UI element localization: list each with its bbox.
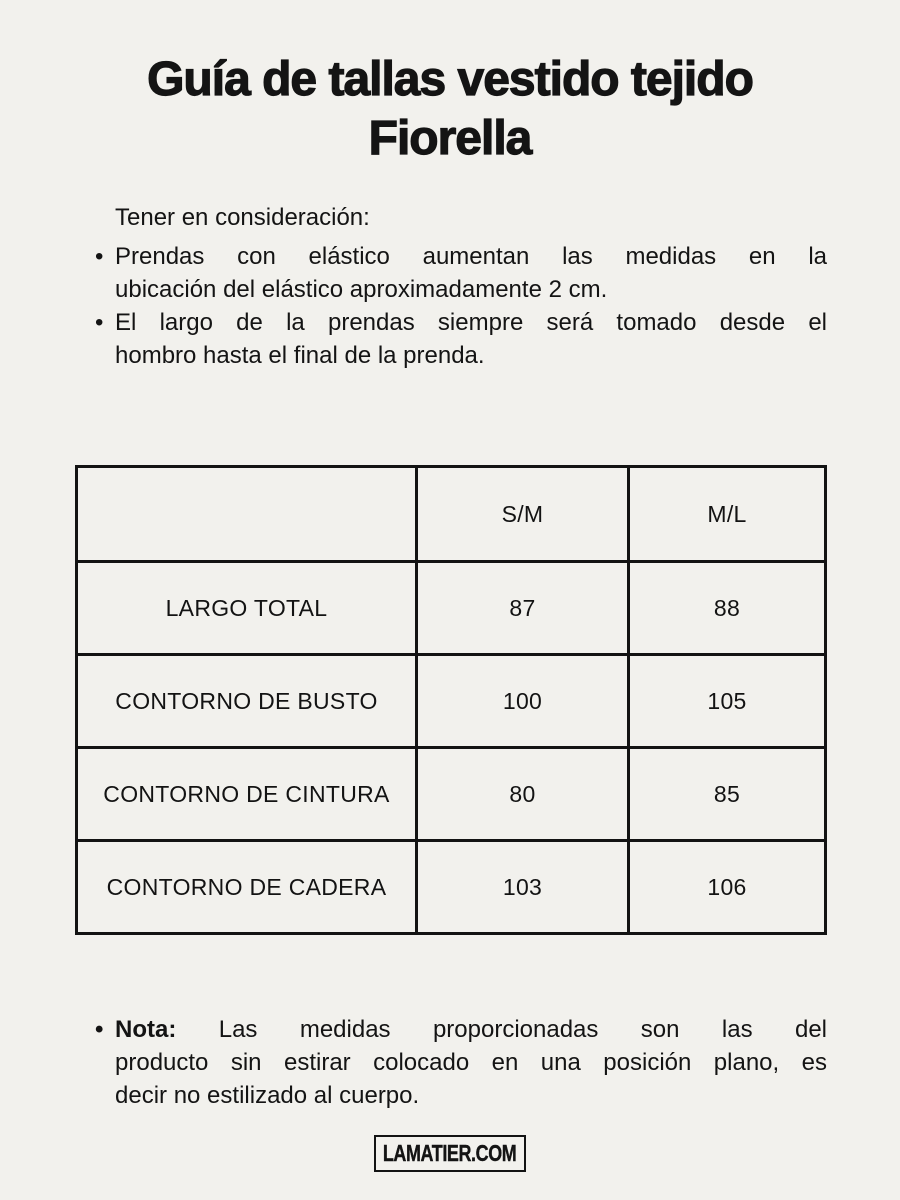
list-item [94,306,827,372]
note-label: Nota: [115,1016,177,1043]
list-item-line: • El largo de la prendas siempre será tomado desde el [115,309,827,336]
size-table [75,465,827,935]
note-section [94,1013,827,1112]
note-line: producto sin estirar colocado en una posición plano, es [115,1049,827,1076]
cell-value: 85 [629,748,826,841]
page-title-line-1: Guía de tallas vestido tejido [147,53,753,106]
brand-text: LAMATIER.COM [383,1140,517,1166]
cell-value: 105 [629,655,826,748]
header-cell-empty [77,467,417,562]
cell-value: 87 [417,562,629,655]
row-label: CONTORNO DE CADERA [77,841,417,934]
cell-value: 103 [417,841,629,934]
list-item-line: ubicación del elástico aproximadamente 2 cm. [115,276,608,303]
header-cell-ml: M/L [629,467,826,562]
cell-value: 100 [417,655,629,748]
cell-value: 80 [417,748,629,841]
list-item-line: • Prendas con elástico aumentan las medidas en la [115,243,827,270]
cell-value: 88 [629,562,826,655]
note-line [115,1013,827,1046]
row-label: LARGO TOTAL [77,562,417,655]
considerations-list [94,240,827,372]
page-title [0,50,900,168]
cell-value: 106 [629,841,826,934]
row-label: CONTORNO DE CINTURA [77,748,417,841]
table-row [77,748,826,841]
header-cell-sm: S/M [417,467,629,562]
size-table-header [77,467,826,562]
row-label: CONTORNO DE BUSTO [77,655,417,748]
considerations-section [94,201,827,372]
table-header-row [77,467,826,562]
table-row [77,841,826,934]
size-table-body [77,562,826,934]
page-title-line-2: Fiorella [368,112,532,165]
note-text: Las medidas proporcionadas son las del [176,1016,827,1043]
list-item [94,240,827,306]
table-row [77,655,826,748]
considerations-intro: Tener en consideración: [115,204,370,231]
note-line: decir no estilizado al cuerpo. [115,1082,420,1109]
note-item [94,1013,827,1112]
list-item-line: hombro hasta el final de la prenda. [115,342,485,369]
brand-box [374,1135,526,1172]
table-row [77,562,826,655]
